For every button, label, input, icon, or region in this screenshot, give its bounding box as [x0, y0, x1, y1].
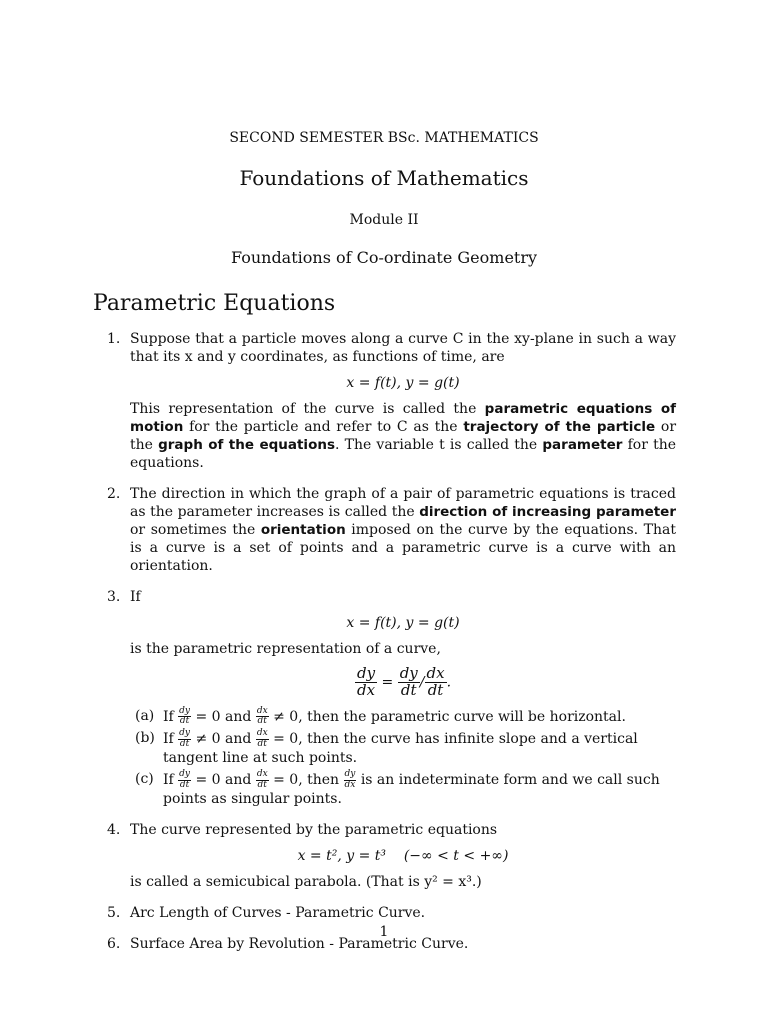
- bold-term: parametric equations of motion: [130, 401, 676, 435]
- sub-item: (b) If $\frac{dy}{dt}$ ≠ 0 and $\frac{dx}{dt}$ = 0, then the curve has infinite slope and a vertical tangent line at such points.: [135, 728, 638, 767]
- course-heading: SECOND SEMESTER BSc. MATHEMATICS: [229, 130, 539, 146]
- sub-item: (a) If $\frac{dy}{dt}$ = 0 and $\frac{dx}{dt}$ ≠ 0, then the parametric curve will be horizontal.: [135, 705, 626, 726]
- item-text: is called a semicubical parabola. (That is y² = x³.): [130, 874, 482, 891]
- section-title: Parametric Equations: [93, 291, 336, 316]
- display-equation: x = f(t), y = g(t): [346, 375, 460, 391]
- derivative-formula: $\frac{dy}{dx}$ = $\frac{dy}{dt}$ / $\frac{dx}{dt}$ .: [356, 664, 452, 699]
- module-heading: Module II: [349, 212, 419, 228]
- item-text: Surface Area by Revolution - Parametric Curve.: [130, 936, 469, 953]
- sub-list: [130, 707, 676, 809]
- list-item: [93, 821, 676, 891]
- item-text: Arc Length of Curves - Parametric Curve.: [130, 905, 426, 922]
- display-equation: x = f(t), y = g(t): [346, 615, 460, 631]
- item-text: Suppose that a particle moves along a curve C in the xy-plane in such a way that its x and y coordinates, as functions of time, are: [130, 331, 676, 365]
- document-title: Foundations of Mathematics: [239, 166, 529, 190]
- item-number: 2.: [107, 486, 121, 502]
- list-item: [93, 485, 676, 575]
- item-text: If: [130, 589, 141, 605]
- item-number: 6.: [107, 936, 121, 953]
- item-text: The curve represented by the parametric equations: [130, 822, 498, 839]
- list-item: [93, 588, 676, 808]
- list-item: [93, 904, 676, 922]
- item-number: 1.: [107, 331, 121, 347]
- item-number: 4.: [107, 822, 121, 839]
- bold-term: trajectory of the particle: [463, 419, 656, 435]
- item-text: This representation of the curve is called the parametric equations of motion for the particle and refer to C as the trajectory of the particle or the graph of the equations. The variable t is called the parameter for the equations.: [130, 401, 677, 471]
- bold-term: parameter: [542, 437, 623, 453]
- item-number: 3.: [107, 589, 121, 605]
- item-text: The direction in which the graph of a pair of parametric equations is traced as the parameter increases is called the direction of increasing parameter or sometimes the orientation imposed on the curve by the equations. That is a curve is a set of points and a parametric curve is a curve with an orientation.: [130, 486, 677, 574]
- display-equation: x = t², y = t³ (−∞ < t < +∞): [297, 848, 509, 865]
- bold-term: direction of increasing parameter: [419, 504, 676, 520]
- document-body: [93, 330, 676, 966]
- item-text: is the parametric representation of a curve,: [130, 641, 441, 657]
- sub-item: (c) If $\frac{dy}{dt}$ = 0 and $\frac{dx}{dt}$ = 0, then $\frac{dy}{dx}$ is an indeterminate form and we call such points as singular points.: [135, 769, 660, 808]
- bold-term: orientation: [260, 522, 346, 538]
- page-number: 1: [379, 924, 389, 940]
- bold-term: graph of the equations: [158, 437, 335, 453]
- list-item: [93, 330, 676, 472]
- numbered-list: [93, 330, 676, 953]
- item-number: 5.: [107, 905, 121, 922]
- subtitle-heading: Foundations of Co-ordinate Geometry: [230, 248, 538, 267]
